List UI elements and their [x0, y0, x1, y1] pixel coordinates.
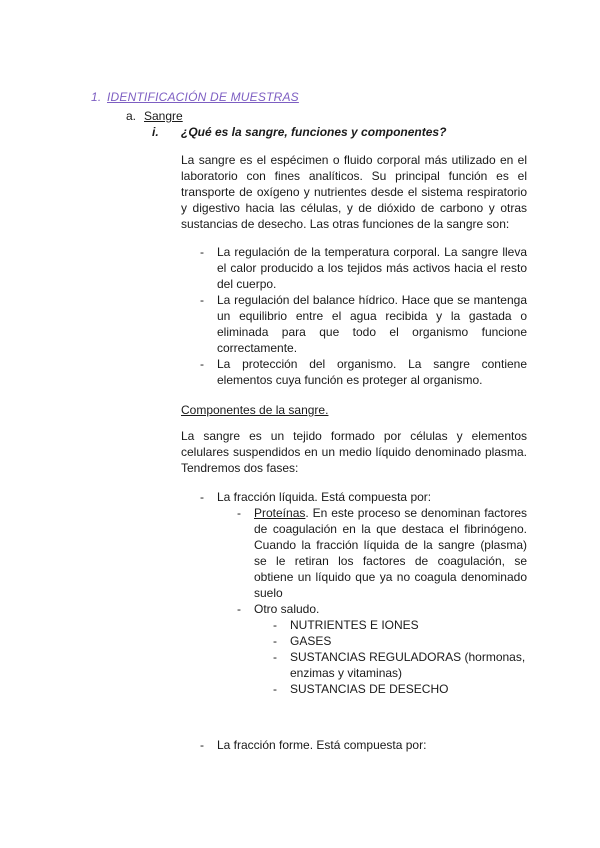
section-heading [91, 90, 299, 104]
bullet-dash: - [237, 506, 241, 520]
subsection-i-title: ¿Qué es la sangre, funciones y componentes? [181, 125, 447, 139]
bullet-dash: - [200, 245, 204, 259]
solute-item [273, 649, 530, 681]
function-text: La regulación de la temperatura corporal. La sangre lleva el calor producido a los tejidos más activos hacia el resto del cuerpo. [217, 245, 527, 291]
solute-item [273, 617, 530, 633]
subsection-a-title: Sangre [144, 109, 183, 123]
proteins-item [237, 505, 527, 601]
proteins-text: . En este proceso se denominan factores de coagulación en la que destaca el fibrinógeno. Cuando la fracción líquida de la sangre (plasma) se le retiran los factores de coagulación, se obtiene un líquido que ya no coagula denominado suelo [254, 506, 527, 600]
other-solute-item [237, 601, 527, 617]
proteins-text-block [254, 505, 527, 601]
components-paragraph: La sangre es un tejido formado por células y elementos celulares suspendidos en un medio líquido denominado plasma. Tendremos dos fases: [181, 429, 527, 475]
bullet-dash: - [200, 738, 204, 752]
solute-item [273, 633, 530, 649]
function-text: La regulación del balance hídrico. Hace que se mantenga un equilibrio entre el agua recibida y la gastada o eliminada para que todo el organismo funcione correctamente. [217, 293, 527, 355]
bullet-dash: - [200, 293, 204, 307]
bullet-dash: - [273, 618, 277, 632]
bullet-dash: - [200, 357, 204, 371]
solute-text: GASES [290, 634, 332, 648]
components-heading: Componentes de la sangre. [181, 403, 329, 417]
liquid-fraction-text: La fracción líquida. Está compuesta por: [217, 490, 432, 504]
solute-text: NUTRIENTES E IONES [290, 618, 419, 632]
other-solute-text: Otro saludo. [254, 602, 320, 616]
function-text: La protección del organismo. La sangre contiene elementos cuya función es proteger al organismo. [217, 357, 527, 387]
section-title: IDENTIFICACIÓN DE MUESTRAS [107, 90, 299, 104]
function-item [200, 356, 527, 388]
subsection-a-label: a. [126, 109, 137, 123]
solute-text: SUSTANCIAS DE DESECHO [290, 682, 449, 696]
function-item [200, 292, 527, 356]
section-number: 1. [91, 90, 102, 104]
proteins-term: Proteínas [254, 506, 306, 520]
bullet-dash: - [273, 682, 277, 696]
function-item [200, 244, 527, 292]
solute-text: SUSTANCIAS REGULADORAS (hormonas, enzimas y vitaminas) [290, 650, 526, 680]
formed-fraction-text: La fracción forme. Está compuesta por: [217, 738, 427, 752]
subsection-i-label: i. [152, 125, 159, 139]
bullet-dash: - [200, 490, 204, 504]
subsection-i [152, 125, 446, 139]
bullet-dash: - [273, 634, 277, 648]
bullet-dash: - [273, 650, 277, 664]
solute-item [273, 681, 530, 697]
subsection-a [126, 109, 183, 123]
formed-fraction-item [200, 737, 527, 753]
bullet-dash: - [237, 602, 241, 616]
intro-paragraph: La sangre es el espécimen o fluido corporal más utilizado en el laboratorio con fines analíticos. Su principal función es el transporte de oxígeno y nutrientes desde el sistema respiratorio y digestivo hacia las células, y de dióxido de carbono y otras sustancias de desecho. Las otras funciones de la sangre son: [181, 153, 527, 231]
liquid-fraction-item [200, 489, 527, 505]
